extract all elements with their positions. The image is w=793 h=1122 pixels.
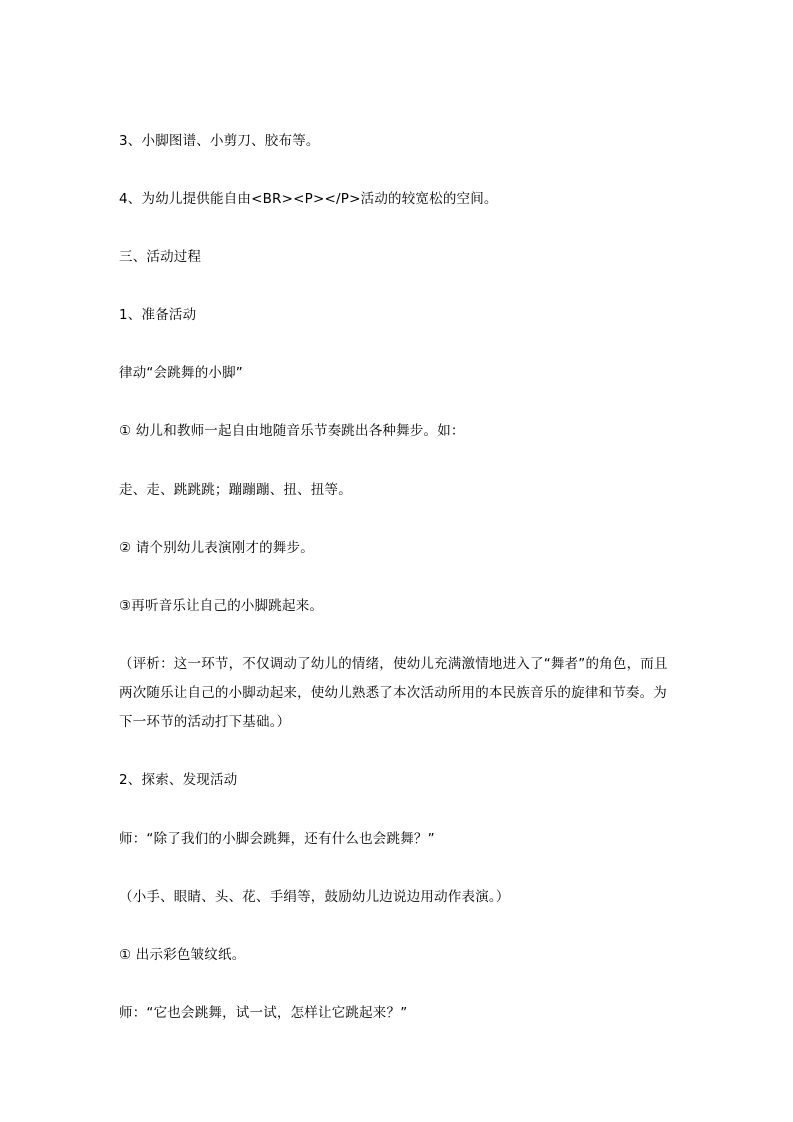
rhythm-title: 律动“会跳舞的小脚” <box>119 365 243 381</box>
commentary-paragraph: （评析：这一环节，不仅调动了幼儿的情绪，使幼儿充满激情地进入了“舞者”的角色，而且两次随乐让自己的小脚动起来，使幼儿熟悉了本次活动所用的本民族音乐的旋律和节奏。为下一环节的活动打下基础。） <box>119 656 668 730</box>
step-item-2: ② 请个别幼儿表演刚才的舞步。 <box>119 540 314 556</box>
step-item-3: ③再听音乐让自己的小脚跳起来。 <box>119 598 324 614</box>
show-crepe-paper: ① 出示彩色皱纹纸。 <box>119 947 246 963</box>
teacher-question-1: 师：“除了我们的小脚会跳舞，还有什么也会跳舞？” <box>119 831 435 847</box>
teacher-question-2: 师：“它也会跳舞，试一试，怎样让它跳起来？” <box>119 1005 408 1021</box>
step-heading-prepare: 1、准备活动 <box>119 307 197 323</box>
children-response-note: （小手、眼睛、头、花、手绢等，鼓励幼儿边说边用动作表演。） <box>119 889 510 905</box>
step-heading-explore: 2、探索、发现活动 <box>119 772 238 788</box>
materials-item-3: 3、小脚图谱、小剪刀、胶布等。 <box>119 133 320 149</box>
step-item-1: ① 幼儿和教师一起自由地随音乐节奏跳出各种舞步。如： <box>119 423 465 439</box>
materials-item-4: 4、为幼儿提供能自由<BR><P></P>活动的较宽松的空间。 <box>119 191 498 207</box>
dance-steps-example: 走、走、跳跳跳；蹦蹦蹦、扭、扭等。 <box>119 482 352 498</box>
section-heading-process: 三、活动过程 <box>119 249 202 265</box>
